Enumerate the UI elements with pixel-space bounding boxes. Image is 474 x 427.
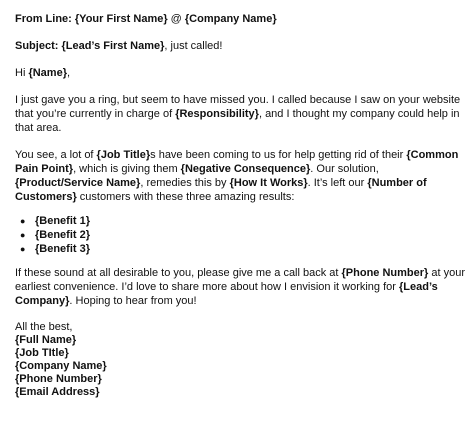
signature-phone: {Phone Number} — [15, 373, 102, 385]
bullet-icon: ● — [20, 216, 26, 226]
para2-text-7: customers with these three amazing results: — [76, 191, 295, 203]
para2-number-of-customers: {Number of Customers} — [15, 177, 427, 203]
para1-text-2: , and I thought my company could help in that area. — [15, 108, 460, 134]
para2-text-4: . Our solution, — [310, 163, 379, 175]
list-item — [20, 242, 467, 256]
para2-text-5: , remedies this by — [140, 177, 230, 189]
para2-text-1: You see, a lot of — [15, 149, 97, 161]
para2-text-2: s have been coming to us for help getting rid of their — [150, 149, 407, 161]
para3-lead-company: {Lead’s Company} — [15, 281, 438, 307]
paragraph-pain-point — [15, 148, 467, 204]
para3-phone-number: {Phone Number} — [341, 267, 429, 279]
from-first-name: {Your First Name} — [74, 13, 168, 25]
bullet-icon: ● — [20, 230, 26, 240]
benefit-3: {Benefit 3} — [35, 243, 91, 255]
subject-rest: , just called! — [164, 40, 223, 52]
para3-text-2: at your earliest convenience. I’d love to share more about how I envision it working for — [15, 267, 466, 293]
para2-product-name: {Product/Service Name} — [15, 177, 141, 189]
para1-responsibility: {Responsibility} — [175, 108, 259, 120]
greeting-comma: , — [66, 67, 71, 79]
signature-company: {Company Name} — [15, 360, 107, 372]
para2-negative-consequence: {Negative Consequence} — [180, 163, 311, 175]
signature-job-title: {Job TItle} — [15, 347, 69, 359]
greeting — [15, 66, 467, 80]
para3-text-3: . Hoping to hear from you! — [69, 295, 197, 307]
paragraph-call-to-action — [15, 266, 467, 308]
para2-text-3: , which is giving them — [73, 163, 181, 175]
subject-line — [15, 39, 467, 53]
para2-how-it-works: {How It Works} — [229, 177, 308, 189]
benefits-list — [15, 214, 467, 256]
para2-job-title: {Job Title} — [96, 149, 151, 161]
benefit-2: {Benefit 2} — [35, 229, 91, 241]
paragraph-intro — [15, 93, 467, 135]
from-at: @ — [167, 13, 185, 25]
benefit-1: {Benefit 1} — [35, 215, 91, 227]
para1-text-1: I just gave you a ring, but seem to have missed you. I called because I saw on your website that you’re currently in charge of — [15, 94, 461, 120]
list-item — [20, 228, 467, 242]
from-line — [15, 12, 467, 26]
greeting-name: {Name} — [28, 67, 67, 79]
bullet-icon: ● — [20, 244, 26, 254]
para3-text-1: If these sound at all desirable to you, please give me a call back at — [15, 267, 342, 279]
signature-full-name: {Full Name} — [15, 334, 77, 346]
signature-email: {Email Address} — [15, 386, 100, 398]
para2-pain-point: {Common Pain Point} — [15, 149, 459, 175]
subject-lead-name: {Lead’s First Name} — [61, 40, 165, 52]
from-line-label: From Line: — [15, 13, 72, 25]
signature-closing: All the best, — [15, 321, 73, 333]
para2-text-6: . It’s left our — [307, 177, 368, 189]
list-item — [20, 214, 467, 228]
signature-block — [15, 321, 467, 399]
email-template-document — [15, 12, 467, 399]
from-company: {Company Name} — [184, 13, 277, 25]
greeting-hi: Hi — [15, 67, 29, 79]
subject-label: Subject: — [15, 40, 59, 52]
